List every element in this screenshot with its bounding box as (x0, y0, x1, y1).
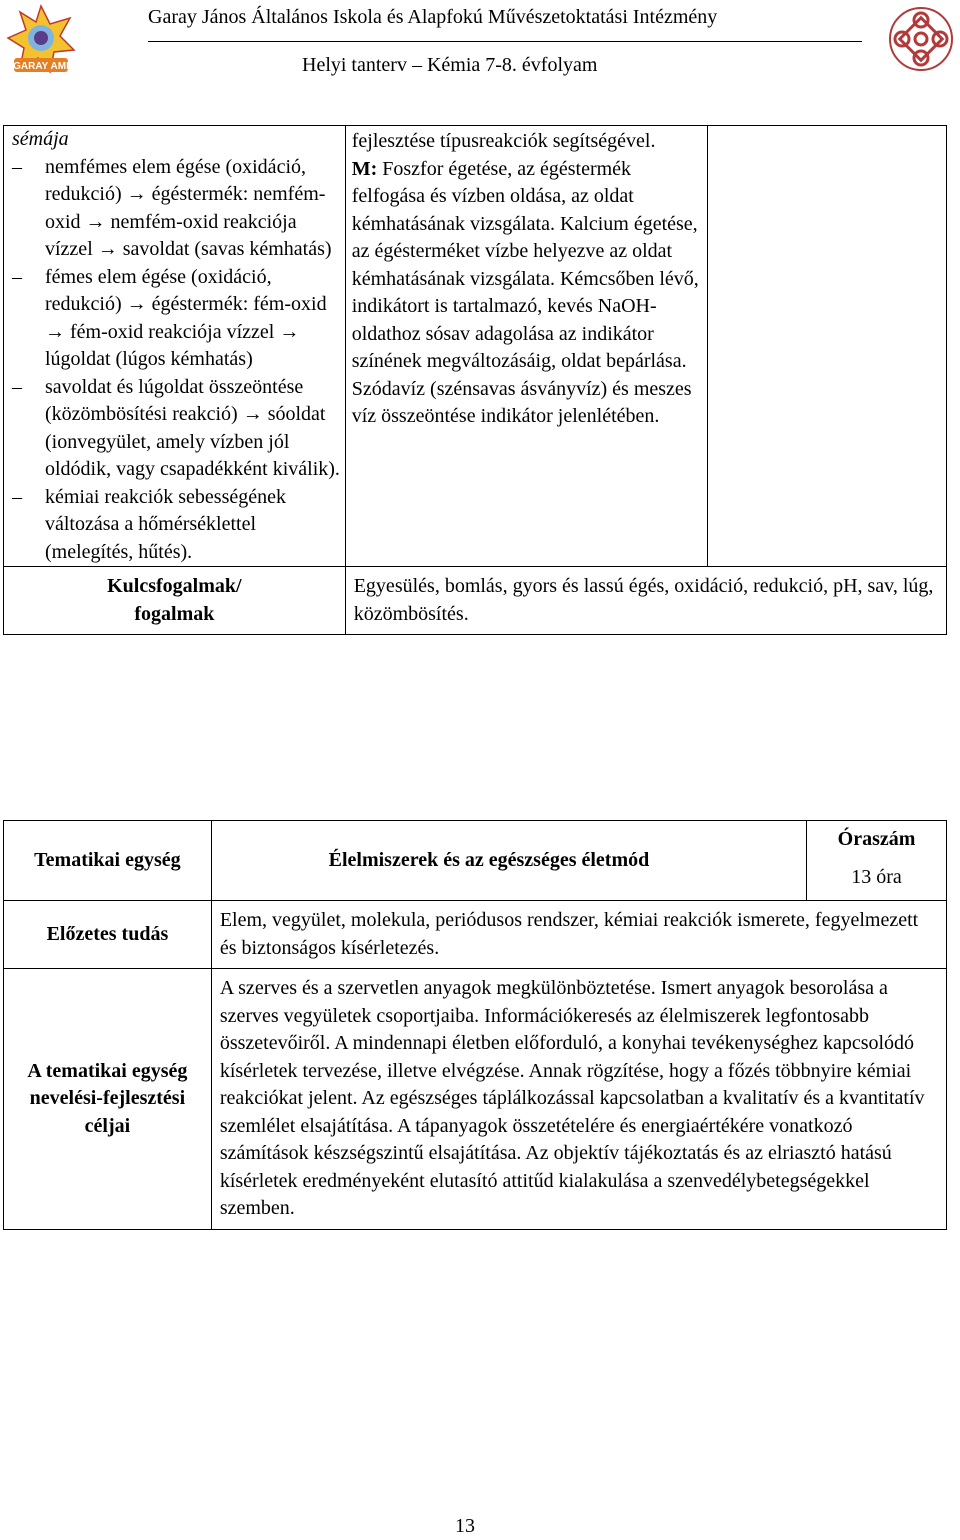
list-item: – nemfémes elem égése (oxidáció, redukció) → égéstermék: nemfém-oxid → nemfém-oxid reakciója vízzel → savoldat (savas kémhatás) (4, 154, 345, 264)
unit-label: Tematikai egység (4, 821, 212, 901)
page-header (0, 0, 960, 100)
goals-text: A szerves és a szervetlen anyagok megkülönböztetése. Ismert anyagok besorolása a szerves vegyületek csoportjaiba. Információkeresés az élelmiszerek legfontosabb összetevőiről. A mindennapi életben előforduló, a konyhai tevékenységhez kapcsolódó kísérletek tervezése, illetve elvégzése. Annak rögzítése, hogy a főzés többnyire kémiai reakciókat jelent. Az egészséges táplálkozással kapcsolatban a kvalitatív és a kvantitatív szemlélet elsajátítása. A tápanyagok összetételére és energiaértékére vonatkozó számítások készségszintű elsajátítása. Az objektív tájékoztatás és az elriasztó hatású kísérletek eredményeként elutasító attitűd kialakulása a szenvedélybetegségekkel szemben. (211, 969, 946, 1230)
key-concepts-text: Egyesülés, bomlás, gyors és lassú égés, oxidáció, redukció, pH, sav, lúg, közömbösítés. (345, 567, 946, 635)
schema-title: sémája (12, 128, 69, 150)
knot-emblem-icon (888, 6, 954, 72)
page-number: 13 (455, 1515, 475, 1537)
thematic-unit-table (3, 820, 947, 1230)
prior-knowledge-text: Elem, vegyület, molekula, periódusos rendszer, kémiai reakciók ismerete, fegyelmezett és biztonságos kísérletezés. (211, 901, 946, 969)
schema-cell (4, 126, 346, 567)
development-paragraph (352, 156, 704, 431)
school-name: Garay János Általános Iskola és Alapfokú Művészetoktatási Intézmény (148, 6, 718, 28)
list-item: – savoldat és lúgoldat összeöntése (közömbösítési reakció) → sóoldat (ionvegyület, amely vízben jól oldódik, vagy csapadékként kiválik). (4, 374, 345, 484)
key-concepts-label (4, 567, 346, 635)
m-label: M: (351, 157, 378, 180)
list-item: – kémiai reakciók sebességének változása a hőmérséklettel (melegítés, hűtés). (4, 484, 345, 567)
prior-knowledge-label: Előzetes tudás (4, 901, 212, 969)
list-item: – fémes elem égése (oxidáció, redukció) → égéstermék: fém-oxid → fém-oxid reakciója vízzel → lúgoldat (lúgos kémhatás) (4, 264, 345, 374)
development-cell (345, 126, 708, 567)
logo-text: GARAY AMI (13, 61, 69, 72)
development-intro: fejlesztése típusreakciók segítségével. (351, 130, 656, 152)
empty-cell (708, 126, 947, 567)
unit-title: Élelmiszerek és az egészséges életmód (211, 821, 806, 901)
curriculum-title: Helyi tanterv – Kémia 7-8. évfolyam (302, 54, 598, 76)
goals-label: A tematikai egység nevelési-fejlesztési céljai (4, 969, 212, 1230)
school-logo-icon (6, 4, 76, 76)
hours-value: 13 óra (851, 865, 902, 888)
header-divider (148, 41, 862, 42)
content-table-top (3, 125, 947, 635)
hours-label: Óraszám (837, 828, 916, 850)
hours-cell (807, 821, 947, 901)
development-text: Foszfor égetése, az égéstermék felfogása és vízben oldása, az oldat kémhatásának vizsgálata. Kalcium égetése, az égésterméket vízbe helyezve az oldat kémhatásának vizsgálata. Kémcsőben lévő, indikátort is tartalmazó, kevés NaOH-oldathoz sósav adagolása az indikátor színének megváltozásáig, oldat bepárlása. Szódavíz (szénsavas ásványvíz) és meszes víz összeöntése indikátor jelenlétében. (351, 157, 699, 427)
key-label-line-1: Kulcsfogalmak/ (107, 575, 242, 597)
key-label-line-2: fogalmak (134, 602, 215, 625)
reaction-list (4, 154, 345, 567)
